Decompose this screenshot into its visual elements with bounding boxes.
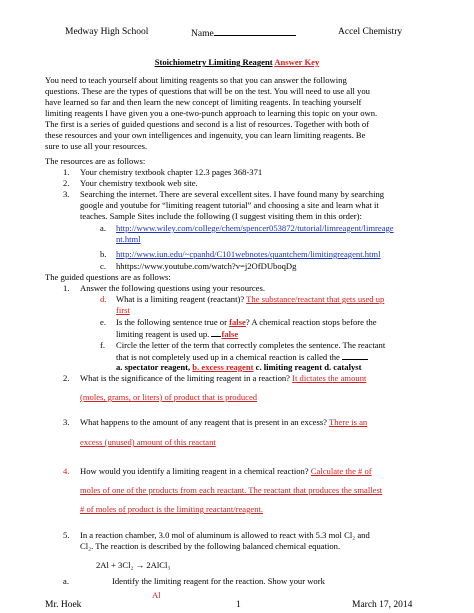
question-4: How would you identify a limiting reagent in a chemical reaction? Calculate the # of bbox=[80, 466, 372, 476]
footer-teacher: Mr. Hoek bbox=[45, 600, 82, 610]
answer-text: false bbox=[221, 329, 239, 339]
sub-letter: e. bbox=[100, 317, 106, 327]
site-letter: c. bbox=[100, 261, 106, 271]
sub-question-f: Circle the letter of the term that correctly completes the sentence. The reactant bbox=[116, 340, 386, 350]
question-number: 5. bbox=[63, 530, 70, 540]
answer-text: (moles, grams, or liters) of product that is produced bbox=[80, 392, 258, 402]
question-number: 1. bbox=[63, 283, 70, 293]
site-link-wiley[interactable]: http://www.wiley.com/college/chem/spencer053872/tutorial/limreagent/limreage nt.html bbox=[116, 223, 394, 244]
sub-question-e-line2: limiting reagent is used up. false bbox=[116, 328, 255, 340]
answer-text: Calculate the # of bbox=[310, 466, 372, 476]
footer-page-number: 1 bbox=[236, 600, 241, 610]
answer-text: first bbox=[116, 305, 130, 315]
answer-text: # of moles of product is the limiting reactant/reagent. bbox=[80, 504, 264, 514]
resource-item: Your chemistry textbook web site. bbox=[80, 178, 198, 188]
question-number: 3. bbox=[63, 417, 70, 427]
question-3: What happens to the amount of any reagent that is present in an excess? There is an bbox=[80, 417, 368, 427]
footer-date: March 17, 2014 bbox=[352, 600, 413, 610]
answer-text: It dictates the amount bbox=[292, 373, 367, 383]
sub-question-a: Identify the limiting reagent for the reaction. Show your work bbox=[112, 576, 325, 586]
page-title: Stoichiometry Limiting Reagent Answer Key bbox=[154, 57, 320, 67]
resource-number: 2. bbox=[63, 178, 70, 188]
resource-number: 3. bbox=[63, 189, 70, 199]
course-name: Accel Chemistry bbox=[338, 27, 403, 37]
question-5-line2: Cl₂. The reaction is described by the following balanced chemical equation. bbox=[80, 541, 341, 551]
site-letter: a. bbox=[100, 223, 106, 233]
question-number: 2. bbox=[63, 373, 70, 383]
school-name: Medway High School bbox=[65, 27, 149, 37]
answer-text: b. excess reagent bbox=[192, 362, 254, 372]
balanced-equation: 2Al + 3Cl₂ → 2AlCl₃ bbox=[96, 560, 171, 570]
guided-heading: The guided questions are as follows: bbox=[45, 272, 171, 282]
question-2: What is the significance of the limiting reagent in a reaction? It dictates the amount bbox=[80, 373, 367, 383]
resources-heading: The resources are as follows: bbox=[45, 156, 146, 166]
sub-question-f-line2: that is not completely used up in a chemical reaction is called the bbox=[116, 351, 368, 363]
site-link-youtube: hhttps://www.youtube.com/watch?v=j2OfDUboqDg bbox=[116, 261, 297, 271]
question-number: 4. bbox=[63, 466, 70, 476]
answer-text: false bbox=[229, 317, 246, 327]
answer-key-label: Answer Key bbox=[274, 57, 320, 67]
resource-item: Searching the internet. There are several excellent sites. I have found many by searching google and youtube for “limiting reagent tutorial” and choosing a site and learn what it teaches. Sample Sites include the following (I suggest visiting them in this order): bbox=[80, 189, 385, 221]
question-text: Answer the following questions using your resources. bbox=[80, 283, 265, 293]
intro-paragraph: You need to teach yourself about limiting reagents so that you can answer the following questions. These are the types of questions that will be on the test. You will need to use all you have learned so far and then learn the new concept of limiting reagents. In teaching yourself limiting reagents I have given you a one-two-punch approach to learning this topic on your own. The first is a series of guided questions and second is a list of resources. Together with both of these resources and your own intelligences and ingenuity, you can learn limiting reagents. Be sure to use all your resources. bbox=[45, 75, 378, 151]
sub-question-e: Is the following sentence true or false? A chemical reaction stops before the bbox=[116, 317, 377, 327]
resource-item: Your chemistry textbook chapter 12.3 pages 368-371 bbox=[80, 167, 263, 177]
answer-text: moles of one of the products from each reactant. The reactant that produces the smallest bbox=[80, 485, 383, 495]
sub-letter: d. bbox=[100, 294, 107, 304]
answer-choices: a. spectator reagent, b. excess reagent c. limiting reagent d. catalyst bbox=[116, 362, 362, 372]
site-letter: b. bbox=[100, 249, 107, 259]
answer-text: There is an bbox=[329, 417, 368, 427]
answer-text: excess (unused) amount of this reactant bbox=[80, 437, 216, 447]
site-link-iun[interactable]: http://www.iun.edu/~cpanhd/C101webnotes/quantchem/limitingreagent.html bbox=[116, 249, 381, 259]
resource-number: 1. bbox=[63, 167, 70, 177]
sub-letter: a. bbox=[63, 576, 69, 586]
answer-text: Al bbox=[152, 590, 161, 600]
sub-letter: f. bbox=[100, 340, 106, 350]
name-label: Name bbox=[191, 27, 296, 40]
question-5: In a reaction chamber, 3.0 mol of aluminum is allowed to react with 5.3 mol Cl₂ and bbox=[80, 530, 370, 540]
sub-question-d: What is a limiting reagent (reactant)? The substance/reactant that gets used up bbox=[116, 294, 385, 304]
answer-text: The substance/reactant that gets used up bbox=[246, 294, 385, 304]
